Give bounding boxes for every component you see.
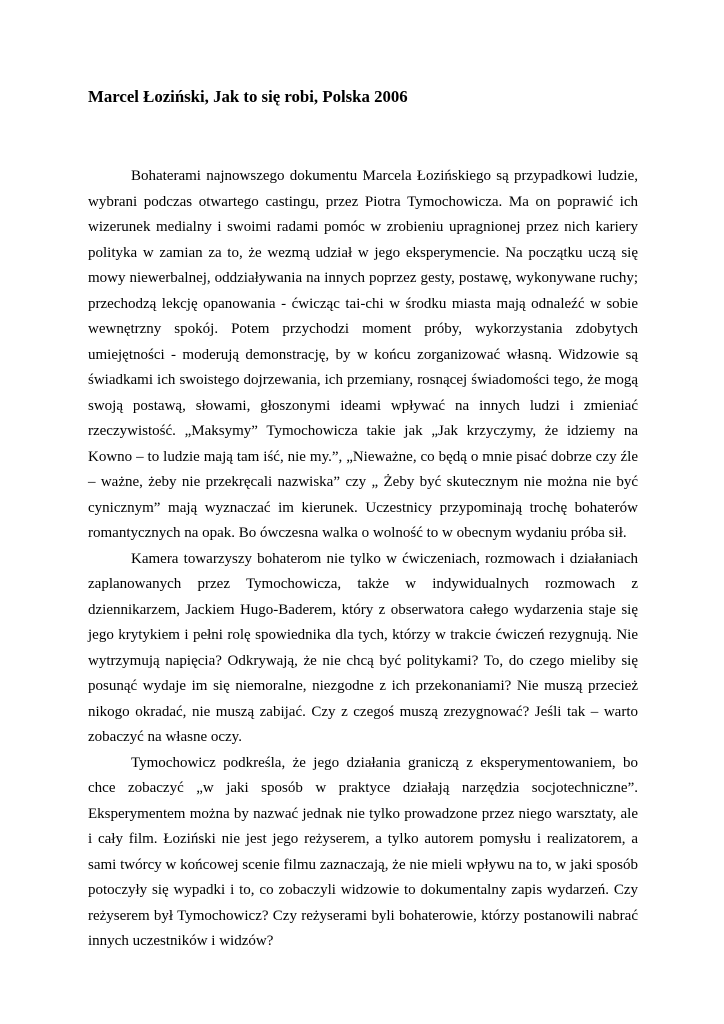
document-title: Marcel Łoziński, Jak to się robi, Polska 2006 <box>88 87 408 106</box>
paragraph-1: Bohaterami najnowszego dokumentu Marcela Łozińskiego są przypadkowi ludzie, wybrani podczas otwartego castingu, przez Piotra Tymochowicza. Ma on poprawić ich wizerunek medialny i swoimi radami pomóc w zrobieniu upragnionej przez nich kariery polityka w zamian za to, że wezmą udział w jego eksperymencie. Na początku uczą się mowy niewerbalnej, oddziaływania na innych poprzez gesty, postawę, wykonywane ruchy; przechodzą lekcję opanowania - ćwicząc tai-chi w środku miasta mają odnaleźć w sobie wewnętrzny spokój. Potem przychodzi moment próby, wykorzystania zdobytych umiejętności - moderują demonstrację, by w końcu zorganizować własną. Widzowie są świadkami ich swoistego dojrzewania, ich przemiany, rosnącej świadomości tego, że mogą swoją postawą, słowami, głoszonymi ideami wpływać na innych ludzi i zmieniać rzeczywistość. „Maksymy” Tymochowicza takie jak „Jak krzyczymy, że idziemy na Kowno – to ludzie mają tam iść, nie my.”, „Nieważne, co będą o mnie pisać dobrze czy źle – ważne, żeby nie przekręcali nazwiska” czy „ Żeby być skutecznym nie można nie być cynicznym” mają wyznaczać im kierunek. Uczestnicy przypominają trochę bohaterów romantycznych na opak. Bo ówczesna walka o wolność to w obecnym wydaniu próba sił. <box>88 168 638 541</box>
document-body <box>88 164 638 955</box>
paragraph-2: Kamera towarzyszy bohaterom nie tylko w ćwiczeniach, rozmowach i działaniach zaplanowanych przez Tymochowicza, także w indywidualnych rozmowach z dziennikarzem, Jackiem Hugo-Baderem, który z obserwatora całego wydarzenia staje się jego krytykiem i pełni rolę spowiednika dla tych, którzy w trakcie ćwiczeń rezygnują. Nie wytrzymują napięcia? Odkrywają, że nie chcą być politykami? To, do czego mieliby się posunąć wydaje im się niemoralne, niezgodne z ich przekonaniami? Nie muszą przecież nikogo okradać, nie muszą zabijać. Czy z czegoś muszą zrezygnować? Jeśli tak – warto zobaczyć na własne oczy. <box>88 550 638 745</box>
paragraph-3: Tymochowicz podkreśla, że jego działania graniczą z eksperymentowaniem, bo chce zobaczyć „w jaki sposób w praktyce działają narzędzia socjotechniczne”. Eksperymentem można by nazwać jednak nie tylko prowadzone przez niego warsztaty, ale i cały film. Łoziński nie jest jego reżyserem, a tylko autorem pomysłu i realizatorem, a sami twórcy w końcowej scenie filmu zaznaczają, że nie mieli wpływu na to, w jaki sposób potoczyły się wypadki i to, co zobaczyli widzowie to dokumentalny zapis wydarzeń. Czy reżyserem był Tymochowicz? Czy reżyserami byli bohaterowie, którzy postanowili nabrać innych uczestników i widzów? <box>88 754 638 949</box>
